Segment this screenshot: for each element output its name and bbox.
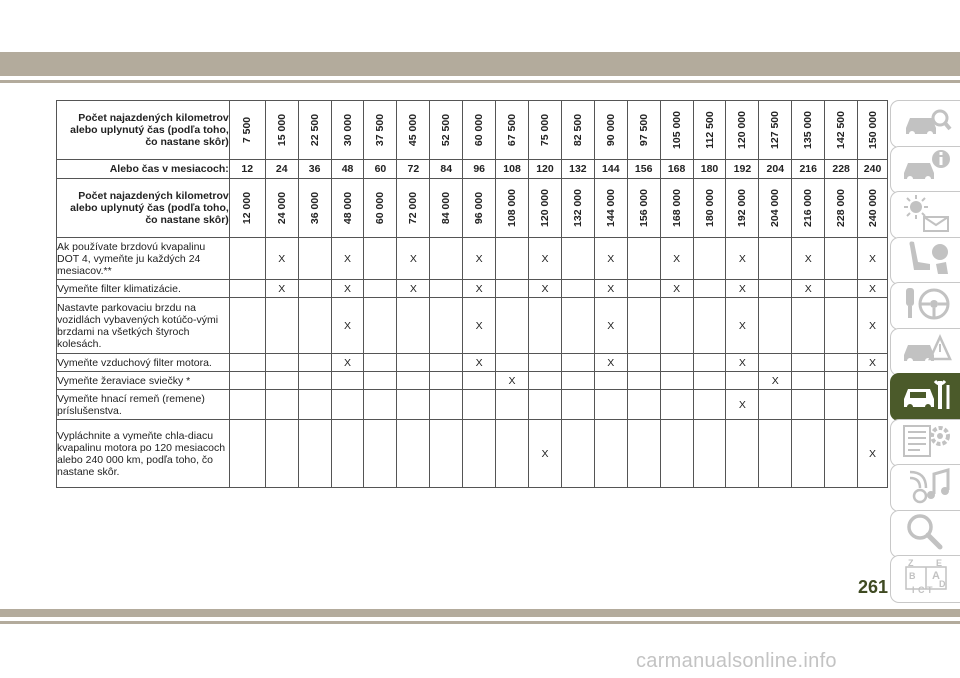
- chapter-tab[interactable]: [890, 282, 960, 330]
- schedule-mark: [298, 238, 331, 280]
- km-header-row-label: Počet najazdených kilometrov alebo uplynutý čas (podľa toho, čo nastane skôr): [57, 179, 230, 238]
- page-number: 261: [858, 577, 889, 597]
- svg-text:Z: Z: [907, 557, 913, 568]
- km-header-cell: [496, 179, 529, 238]
- schedule-mark: X: [726, 390, 759, 420]
- schedule-mark: [825, 372, 858, 390]
- km-header-cell: [825, 179, 858, 238]
- miles-value: 127 500: [769, 111, 782, 149]
- miles-header-cell: [726, 101, 759, 160]
- schedule-mark: [627, 238, 660, 280]
- schedule-mark: X: [726, 238, 759, 280]
- multimedia-icon: [900, 466, 952, 511]
- schedule-mark: [331, 372, 364, 390]
- months-value: 120: [529, 160, 562, 179]
- miles-value: 60 000: [473, 113, 486, 147]
- schedule-mark: X: [463, 298, 496, 354]
- schedule-mark: [561, 238, 594, 280]
- schedule-mark: [825, 298, 858, 354]
- bottom-band-line: [0, 621, 960, 624]
- schedule-mark: [627, 372, 660, 390]
- months-value: 72: [397, 160, 430, 179]
- schedule-mark: [792, 420, 825, 488]
- schedule-mark: [331, 420, 364, 488]
- schedule-mark: [759, 238, 792, 280]
- chapter-tab[interactable]: [890, 555, 960, 603]
- miles-header-cell: [463, 101, 496, 160]
- schedule-mark: [265, 298, 298, 354]
- schedule-mark: [229, 298, 265, 354]
- svg-text:B: B: [908, 570, 915, 581]
- km-value: 72 000: [407, 191, 420, 225]
- chapter-tab[interactable]: [890, 146, 960, 194]
- schedule-mark: [726, 372, 759, 390]
- schedule-mark: [496, 238, 529, 280]
- km-value: 168 000: [670, 189, 683, 227]
- months-value: 48: [331, 160, 364, 179]
- schedule-mark: [298, 298, 331, 354]
- km-header-cell: [229, 179, 265, 238]
- mileage-header-row: [57, 101, 888, 160]
- schedule-mark: [825, 420, 858, 488]
- km-value: 240 000: [866, 189, 879, 227]
- schedule-mark: [265, 420, 298, 488]
- svg-text:T: T: [926, 584, 932, 595]
- km-header-cell: [463, 179, 496, 238]
- schedule-mark: [364, 280, 397, 298]
- km-value: 36 000: [308, 191, 321, 225]
- schedule-mark: [364, 354, 397, 372]
- miles-value: 150 000: [866, 111, 879, 149]
- chapter-tab[interactable]: [890, 100, 960, 148]
- schedule-mark: X: [792, 238, 825, 280]
- schedule-mark: [561, 298, 594, 354]
- months-value: 12: [229, 160, 265, 179]
- schedule-mark: X: [529, 420, 562, 488]
- months-header-row-label: Alebo čas v mesiacoch:: [57, 160, 230, 179]
- task-description: Ak používate brzdovú kvapalinu DOT 4, vymeňte ju každých 24 mesiacov.**: [57, 238, 230, 280]
- schedule-mark: [759, 298, 792, 354]
- km-value: 108 000: [506, 189, 519, 227]
- schedule-mark: X: [331, 298, 364, 354]
- schedule-mark: [430, 298, 463, 354]
- chapter-tab[interactable]: [890, 237, 960, 285]
- car-magnifier-icon: [900, 102, 952, 147]
- schedule-mark: [759, 280, 792, 298]
- schedule-mark: X: [331, 238, 364, 280]
- schedule-mark: [364, 238, 397, 280]
- schedule-mark: [792, 372, 825, 390]
- schedule-mark: [627, 354, 660, 372]
- miles-value: 22 500: [308, 113, 321, 147]
- km-header-cell: [298, 179, 331, 238]
- miles-value: 15 000: [275, 113, 288, 147]
- car-wrench-icon: [900, 375, 952, 420]
- schedule-mark: [229, 372, 265, 390]
- months-value: 24: [265, 160, 298, 179]
- miles-value: 52 500: [440, 113, 453, 147]
- schedule-mark: [298, 372, 331, 390]
- km-header-cell: [726, 179, 759, 238]
- months-value: 192: [726, 160, 759, 179]
- miles-value: 142 500: [835, 111, 848, 149]
- schedule-mark: [693, 372, 726, 390]
- table-row: [57, 390, 888, 420]
- schedule-mark: [430, 354, 463, 372]
- miles-header-cell: [529, 101, 562, 160]
- schedule-mark: [529, 372, 562, 390]
- schedule-mark: [594, 390, 627, 420]
- months-value: 180: [693, 160, 726, 179]
- task-description: Vymeňte vzduchový filter motora.: [57, 354, 230, 372]
- schedule-mark: X: [463, 354, 496, 372]
- schedule-mark: [726, 420, 759, 488]
- schedule-mark: [660, 390, 693, 420]
- chapter-tab[interactable]: [890, 191, 960, 239]
- svg-text:C: C: [917, 584, 924, 595]
- schedule-mark: X: [858, 238, 888, 280]
- miles-header-cell: [858, 101, 888, 160]
- miles-value: 30 000: [341, 113, 354, 147]
- schedule-mark: [660, 420, 693, 488]
- months-value: 228: [825, 160, 858, 179]
- schedule-mark: [693, 298, 726, 354]
- schedule-mark: X: [858, 298, 888, 354]
- table-row: [57, 420, 888, 488]
- schedule-mark: [364, 390, 397, 420]
- km-value: 132 000: [571, 189, 584, 227]
- table-row: [57, 298, 888, 354]
- months-value: 168: [660, 160, 693, 179]
- schedule-mark: [397, 298, 430, 354]
- km-value: 60 000: [374, 191, 387, 225]
- months-value: 84: [430, 160, 463, 179]
- km-header-cell: [792, 179, 825, 238]
- table-row: [57, 238, 888, 280]
- km-value: 12 000: [241, 191, 254, 225]
- km-value: 156 000: [637, 189, 650, 227]
- miles-header-cell: [825, 101, 858, 160]
- schedule-mark: [759, 390, 792, 420]
- mileage-header-row-label: Počet najazdených kilometrov alebo uplynutý čas (podľa toho, čo nastane skôr): [57, 101, 230, 160]
- miles-header-cell: [229, 101, 265, 160]
- schedule-mark: X: [726, 354, 759, 372]
- schedule-mark: [529, 354, 562, 372]
- schedule-mark: X: [858, 420, 888, 488]
- schedule-mark: [627, 420, 660, 488]
- months-value: 216: [792, 160, 825, 179]
- schedule-mark: X: [397, 238, 430, 280]
- schedule-mark: [463, 372, 496, 390]
- km-header-cell: [430, 179, 463, 238]
- schedule-mark: X: [594, 280, 627, 298]
- km-header-cell: [759, 179, 792, 238]
- schedule-mark: [364, 298, 397, 354]
- schedule-mark: [561, 354, 594, 372]
- km-header-row: [57, 179, 888, 238]
- schedule-mark: [229, 420, 265, 488]
- schedule-mark: [693, 354, 726, 372]
- schedule-mark: X: [331, 354, 364, 372]
- schedule-mark: [430, 390, 463, 420]
- schedule-mark: [627, 298, 660, 354]
- schedule-mark: X: [529, 238, 562, 280]
- months-header-row: [57, 160, 888, 179]
- schedule-mark: [529, 390, 562, 420]
- task-description: Vymeňte filter klimatizácie.: [57, 280, 230, 298]
- months-value: 36: [298, 160, 331, 179]
- schedule-mark: [858, 372, 888, 390]
- miles-header-cell: [594, 101, 627, 160]
- car-info-icon: [900, 147, 952, 192]
- miles-value: 97 500: [637, 113, 650, 147]
- km-header-cell: [265, 179, 298, 238]
- task-description: Nastavte parkovaciu brzdu na vozidlách vybavených kotúčo-vými brzdami na všetkých štyroch kolesách.: [57, 298, 230, 354]
- miles-header-cell: [397, 101, 430, 160]
- schedule-mark: X: [660, 280, 693, 298]
- chapter-tab[interactable]: [890, 464, 960, 512]
- km-value: 204 000: [769, 189, 782, 227]
- schedule-mark: [229, 280, 265, 298]
- schedule-mark: [463, 390, 496, 420]
- schedule-mark: X: [265, 238, 298, 280]
- months-value: 96: [463, 160, 496, 179]
- km-header-cell: [858, 179, 888, 238]
- schedule-mark: [792, 354, 825, 372]
- key-steering-wheel-icon: [900, 284, 952, 329]
- schedule-mark: [561, 372, 594, 390]
- schedule-mark: [229, 354, 265, 372]
- schedule-mark: [858, 390, 888, 420]
- schedule-mark: [561, 390, 594, 420]
- months-value: 204: [759, 160, 792, 179]
- schedule-mark: [792, 298, 825, 354]
- schedule-mark: [693, 390, 726, 420]
- months-value: 60: [364, 160, 397, 179]
- km-value: 192 000: [736, 189, 749, 227]
- schedule-mark: X: [792, 280, 825, 298]
- schedule-mark: [825, 280, 858, 298]
- schedule-mark: X: [726, 280, 759, 298]
- km-value: 180 000: [703, 189, 716, 227]
- months-value: 144: [594, 160, 627, 179]
- miles-value: 90 000: [604, 113, 617, 147]
- car-seat-airbag-icon: [900, 238, 952, 283]
- table-row: [57, 354, 888, 372]
- schedule-mark: [397, 354, 430, 372]
- miles-value: 75 000: [538, 113, 551, 147]
- schedule-mark: [759, 420, 792, 488]
- km-value: 216 000: [802, 189, 815, 227]
- schedule-mark: [397, 372, 430, 390]
- months-value: 108: [496, 160, 529, 179]
- top-band: [0, 52, 960, 76]
- schedule-mark: [364, 372, 397, 390]
- km-header-cell: [561, 179, 594, 238]
- schedule-mark: X: [496, 372, 529, 390]
- schedule-mark: [496, 390, 529, 420]
- schedule-mark: [660, 372, 693, 390]
- miles-header-cell: [298, 101, 331, 160]
- schedule-mark: [693, 420, 726, 488]
- miles-header-cell: [331, 101, 364, 160]
- km-header-cell: [660, 179, 693, 238]
- miles-header-cell: [561, 101, 594, 160]
- schedule-mark: X: [529, 280, 562, 298]
- km-header-cell: [397, 179, 430, 238]
- schedule-mark: [561, 420, 594, 488]
- miles-value: 120 000: [736, 111, 749, 149]
- table-row: [57, 280, 888, 298]
- miles-header-cell: [759, 101, 792, 160]
- miles-value: 37 500: [374, 113, 387, 147]
- car-breakdown-icon: [900, 329, 952, 374]
- chapter-tab[interactable]: [890, 328, 960, 376]
- km-value: 48 000: [341, 191, 354, 225]
- miles-header-cell: [364, 101, 397, 160]
- task-description: Vymeňte žeraviace sviečky *: [57, 372, 230, 390]
- schedule-mark: X: [858, 354, 888, 372]
- schedule-mark: [825, 354, 858, 372]
- schedule-mark: [825, 390, 858, 420]
- schedule-mark: [463, 420, 496, 488]
- alphabet-index-icon: [900, 557, 952, 602]
- schedule-mark: [430, 280, 463, 298]
- svg-text:I: I: [911, 584, 915, 595]
- schedule-mark: [825, 238, 858, 280]
- schedule-mark: [298, 390, 331, 420]
- schedule-mark: [229, 238, 265, 280]
- km-header-cell: [594, 179, 627, 238]
- schedule-mark: [364, 420, 397, 488]
- km-value: 120 000: [538, 189, 551, 227]
- schedule-mark: [627, 280, 660, 298]
- miles-value: 67 500: [506, 113, 519, 147]
- bottom-band: [0, 609, 960, 617]
- schedule-mark: [496, 298, 529, 354]
- schedule-mark: X: [594, 298, 627, 354]
- miles-value: 45 000: [407, 113, 420, 147]
- schedule-mark: [660, 354, 693, 372]
- schedule-mark: X: [594, 354, 627, 372]
- schedule-mark: [397, 420, 430, 488]
- schedule-mark: [759, 354, 792, 372]
- miles-value: 82 500: [571, 113, 584, 147]
- miles-header-cell: [430, 101, 463, 160]
- schedule-mark: X: [726, 298, 759, 354]
- km-header-cell: [693, 179, 726, 238]
- miles-value: 105 000: [670, 111, 683, 149]
- schedule-mark: [265, 390, 298, 420]
- km-value: 84 000: [440, 191, 453, 225]
- km-header-cell: [627, 179, 660, 238]
- miles-value: 135 000: [802, 111, 815, 149]
- months-value: 240: [858, 160, 888, 179]
- km-value: 24 000: [275, 191, 288, 225]
- km-header-cell: [364, 179, 397, 238]
- miles-header-cell: [627, 101, 660, 160]
- schedule-mark: [496, 280, 529, 298]
- km-value: 96 000: [473, 191, 486, 225]
- schedule-mark: X: [858, 280, 888, 298]
- schedule-mark: [298, 280, 331, 298]
- schedule-mark: X: [397, 280, 430, 298]
- specs-gear-icon: [900, 420, 952, 465]
- top-band-line: [0, 80, 960, 83]
- miles-value: 112 500: [703, 111, 716, 149]
- schedule-mark: [331, 390, 364, 420]
- schedule-mark: X: [759, 372, 792, 390]
- schedule-mark: [627, 390, 660, 420]
- task-description: Vypláchnite a vymeňte chla-diacu kvapalinu motora po 120 mesiacoch alebo 240 000 km, podľa toho, čo nastane skôr.: [57, 420, 230, 488]
- schedule-mark: [298, 420, 331, 488]
- miles-header-cell: [792, 101, 825, 160]
- search-icon: [900, 511, 952, 556]
- km-value: 228 000: [835, 189, 848, 227]
- km-header-cell: [529, 179, 562, 238]
- km-header-cell: [331, 179, 364, 238]
- miles-value: 7 500: [241, 116, 254, 144]
- schedule-mark: X: [660, 238, 693, 280]
- months-value: 156: [627, 160, 660, 179]
- miles-header-cell: [265, 101, 298, 160]
- schedule-mark: [430, 372, 463, 390]
- schedule-mark: [529, 298, 562, 354]
- chapter-tab[interactable]: [890, 510, 960, 558]
- schedule-mark: [594, 372, 627, 390]
- km-value: 144 000: [604, 189, 617, 227]
- schedule-mark: X: [463, 238, 496, 280]
- schedule-mark: [496, 420, 529, 488]
- table-row: [57, 372, 888, 390]
- schedule-mark: X: [265, 280, 298, 298]
- miles-header-cell: [693, 101, 726, 160]
- schedule-mark: [660, 298, 693, 354]
- schedule-mark: [265, 372, 298, 390]
- miles-header-cell: [496, 101, 529, 160]
- watermark: carmanualsonline.info: [636, 650, 837, 672]
- schedule-mark: [561, 280, 594, 298]
- maintenance-schedule-table: [56, 100, 888, 488]
- schedule-mark: [693, 238, 726, 280]
- svg-text:D: D: [938, 578, 945, 589]
- schedule-mark: [397, 390, 430, 420]
- schedule-mark: [430, 238, 463, 280]
- schedule-mark: X: [331, 280, 364, 298]
- chapter-tab[interactable]: [890, 419, 960, 467]
- schedule-mark: [792, 390, 825, 420]
- schedule-mark: [496, 354, 529, 372]
- months-value: 132: [561, 160, 594, 179]
- schedule-mark: [229, 390, 265, 420]
- schedule-mark: [265, 354, 298, 372]
- task-description: Vymeňte hnací remeň (remene) príslušenstva.: [57, 390, 230, 420]
- svg-text:A: A: [931, 569, 940, 582]
- schedule-mark: [430, 420, 463, 488]
- schedule-mark: X: [594, 238, 627, 280]
- schedule-mark: [594, 420, 627, 488]
- chapter-tab[interactable]: [890, 373, 960, 421]
- warning-lights-mail-icon: [900, 193, 952, 238]
- schedule-mark: X: [463, 280, 496, 298]
- miles-header-cell: [660, 101, 693, 160]
- svg-text:E: E: [935, 557, 942, 568]
- schedule-mark: [298, 354, 331, 372]
- schedule-mark: [693, 280, 726, 298]
